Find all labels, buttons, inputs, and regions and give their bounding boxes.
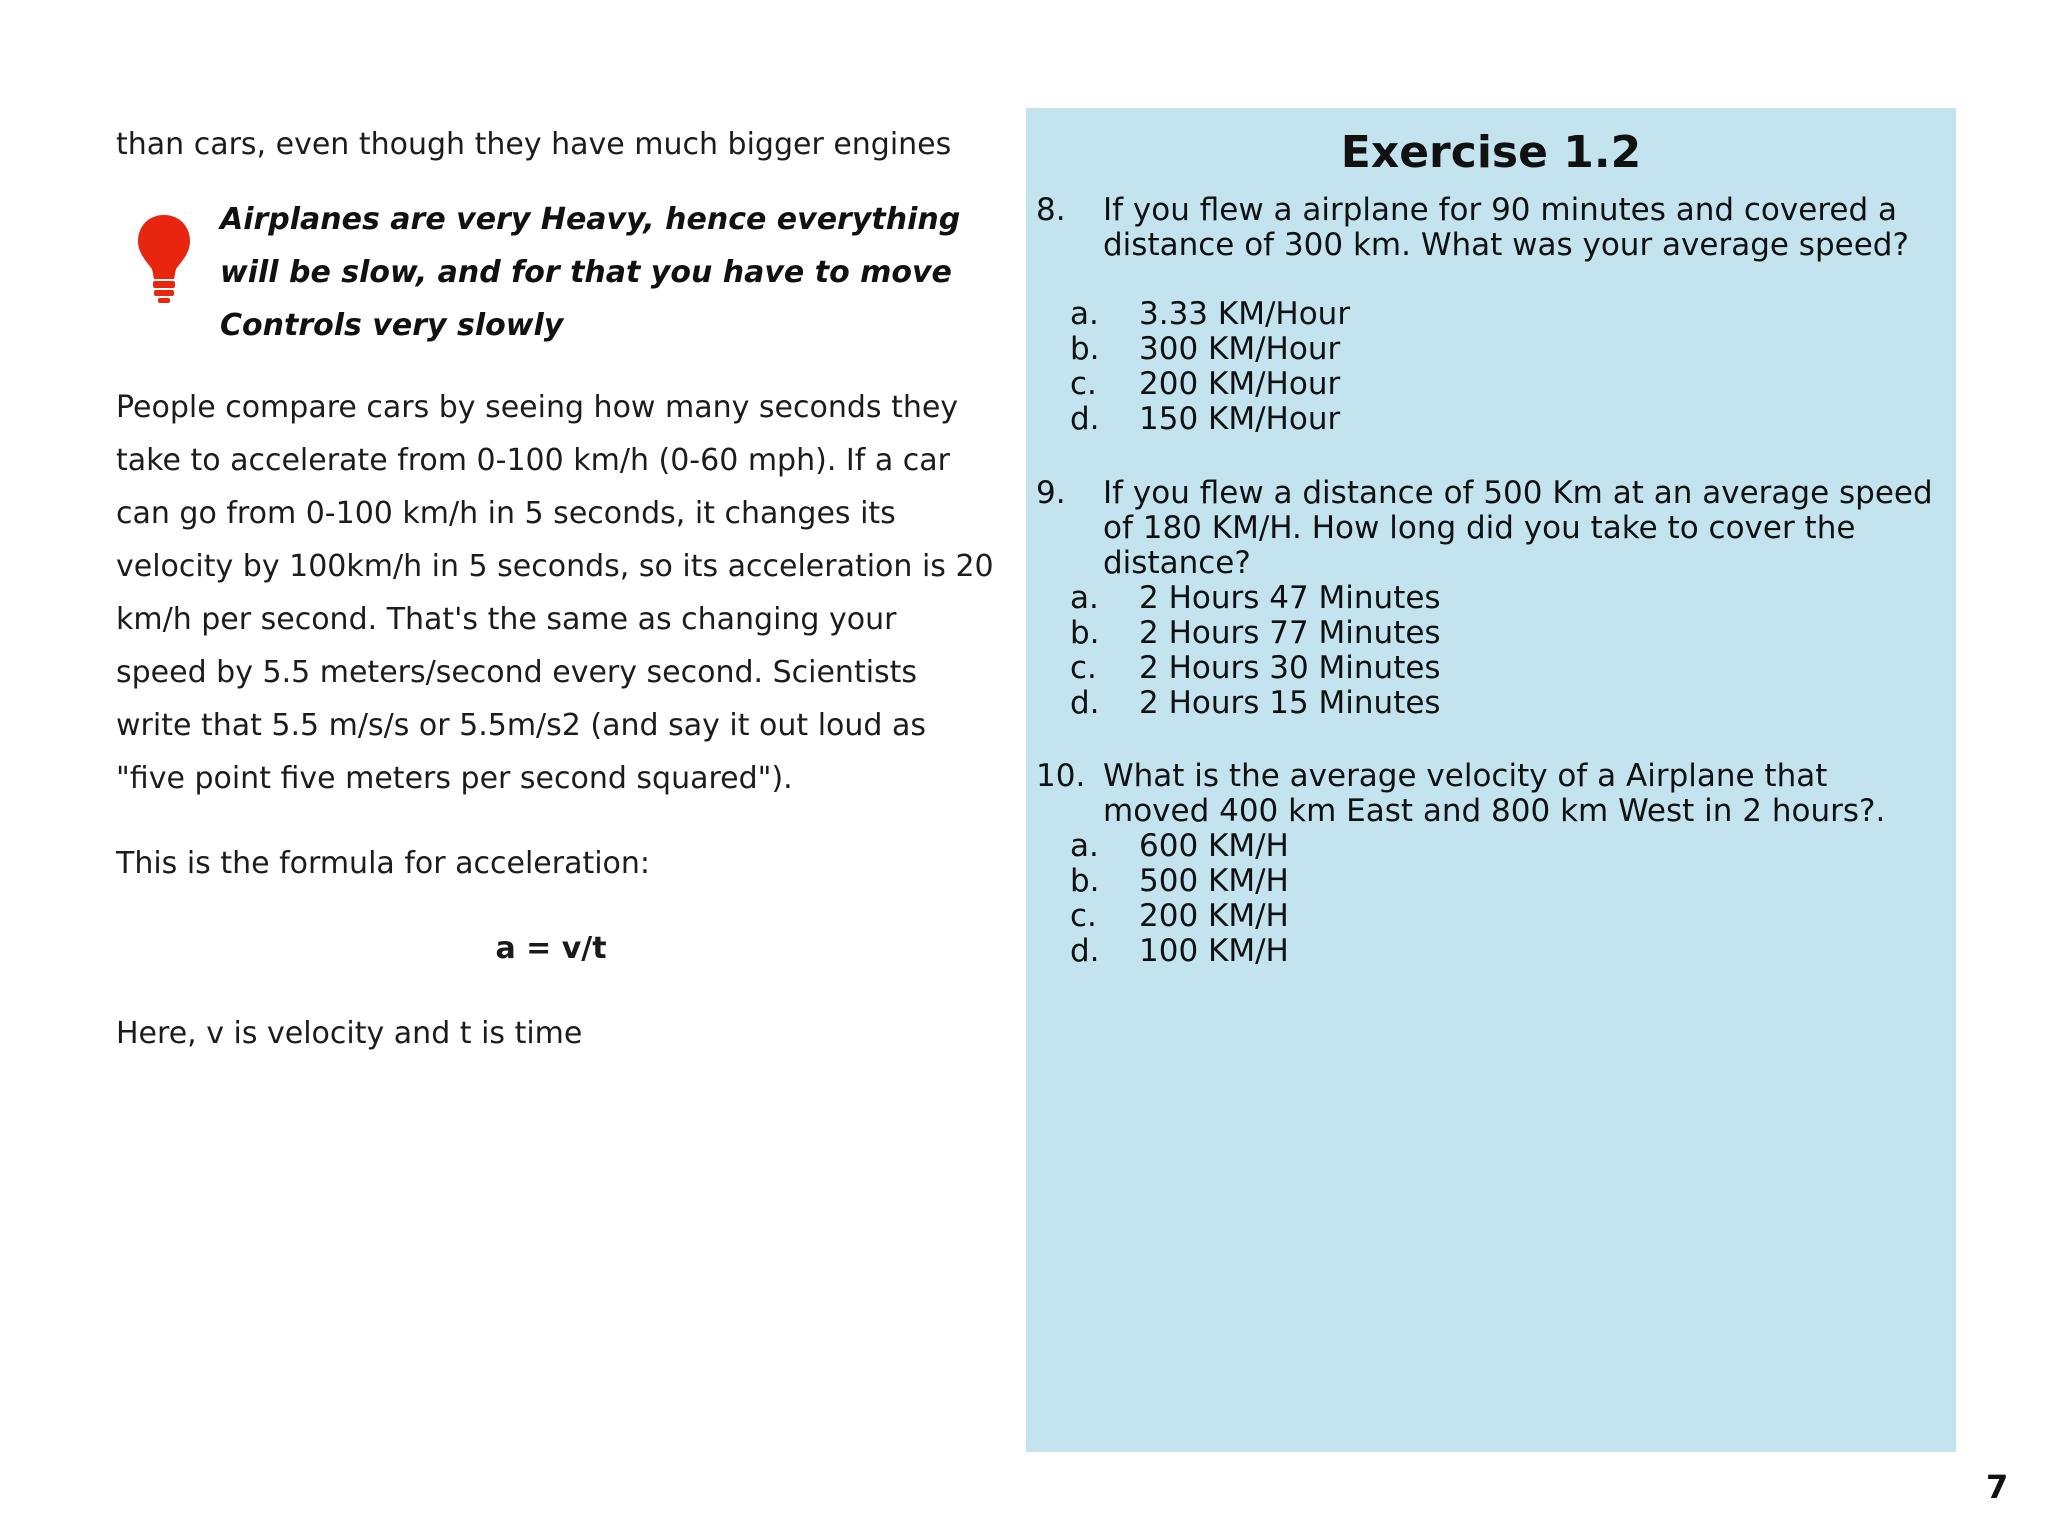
page-number: 7 [1986,1468,2009,1506]
question-text: If you flew a airplane for 90 minutes and covered a distance of 300 km. What was your average speed? [1103,192,1909,263]
option-text: 200 KM/H [1139,898,1289,934]
option-text: 3.33 KM/Hour [1139,296,1351,332]
exercise-title: Exercise 1.2 [1340,127,1642,178]
option-letter: c. [1070,898,1097,934]
exercise-panel [1026,108,1956,1452]
option-b[interactable] [1070,864,1770,899]
option-b[interactable] [1070,332,1770,367]
option-letter: b. [1070,863,1100,899]
option-text: 2 Hours 30 Minutes [1139,650,1441,686]
option-letter: c. [1070,366,1097,402]
option-letter: d. [1070,933,1100,969]
option-text: 500 KM/H [1139,863,1289,899]
acceleration-paragraph: People compare cars by seeing how many seconds they take to accelerate from 0-100 km/h (0-60 mph). If a car can go from 0-100 km/h in 5 seconds, it changes its velocity by 100km/h in 5 seconds, so its acceleration is 20 km/h per second. That's the same as changing your speed by 5.5 meters/second every second. Scientists write that 5.5 m/s/s or 5.5m/s2 (and say it out loud as "five point five meters per second squared"). [116,390,994,796]
lightbulb-icon-graphic [136,213,192,305]
question-text: If you flew a distance of 500 Km at an average speed of 180 KM/H. How long did you take to cover the distance? [1103,475,1933,581]
option-c[interactable] [1070,899,1770,934]
option-a[interactable] [1070,829,1770,864]
question-text: What is the average velocity of a Airplane that moved 400 km East and 800 km West in 2 hours?. [1103,758,1886,829]
lightbulb-icon [136,213,192,305]
option-b[interactable] [1070,616,1770,651]
option-d[interactable] [1070,686,1770,721]
acceleration-formula: a = v/t [495,931,607,966]
option-d[interactable] [1070,934,1770,969]
question-10 [1036,759,1936,829]
option-letter: d. [1070,685,1100,721]
question-8 [1036,193,1936,263]
left-column [116,118,996,1060]
option-letter: c. [1070,650,1097,686]
option-text: 2 Hours 15 Minutes [1139,685,1441,721]
question-number: 9. [1036,475,1066,511]
question-9 [1036,475,1936,581]
question-8-options [1070,297,1770,437]
option-letter: d. [1070,401,1100,437]
option-d[interactable] [1070,402,1770,437]
option-text: 2 Hours 77 Minutes [1139,615,1441,651]
question-number: 8. [1036,192,1066,228]
option-text: 2 Hours 47 Minutes [1139,580,1441,616]
tip-callout [116,193,996,363]
option-letter: a. [1070,296,1099,332]
option-text: 300 KM/Hour [1139,331,1341,367]
option-letter: b. [1070,331,1100,367]
option-letter: a. [1070,828,1099,864]
option-text: 600 KM/H [1139,828,1289,864]
tip-text: Airplanes are very Heavy, hence everything will be slow, and for that you have to move Controls very slowly [220,202,961,343]
intro-line: than cars, even though they have much bigger engines [116,127,952,162]
question-10-options [1070,829,1770,969]
option-letter: a. [1070,580,1099,616]
option-c[interactable] [1070,367,1770,402]
option-a[interactable] [1070,581,1770,616]
option-a[interactable] [1070,297,1770,332]
formula-definition: Here, v is velocity and t is time [116,1016,583,1051]
option-c[interactable] [1070,651,1770,686]
option-text: 150 KM/Hour [1139,401,1341,437]
option-text: 100 KM/H [1139,933,1289,969]
option-text: 200 KM/Hour [1139,366,1341,402]
question-number: 10. [1036,758,1086,794]
question-9-options [1070,581,1770,721]
formula-intro: This is the formula for acceleration: [116,846,651,881]
option-letter: b. [1070,615,1100,651]
